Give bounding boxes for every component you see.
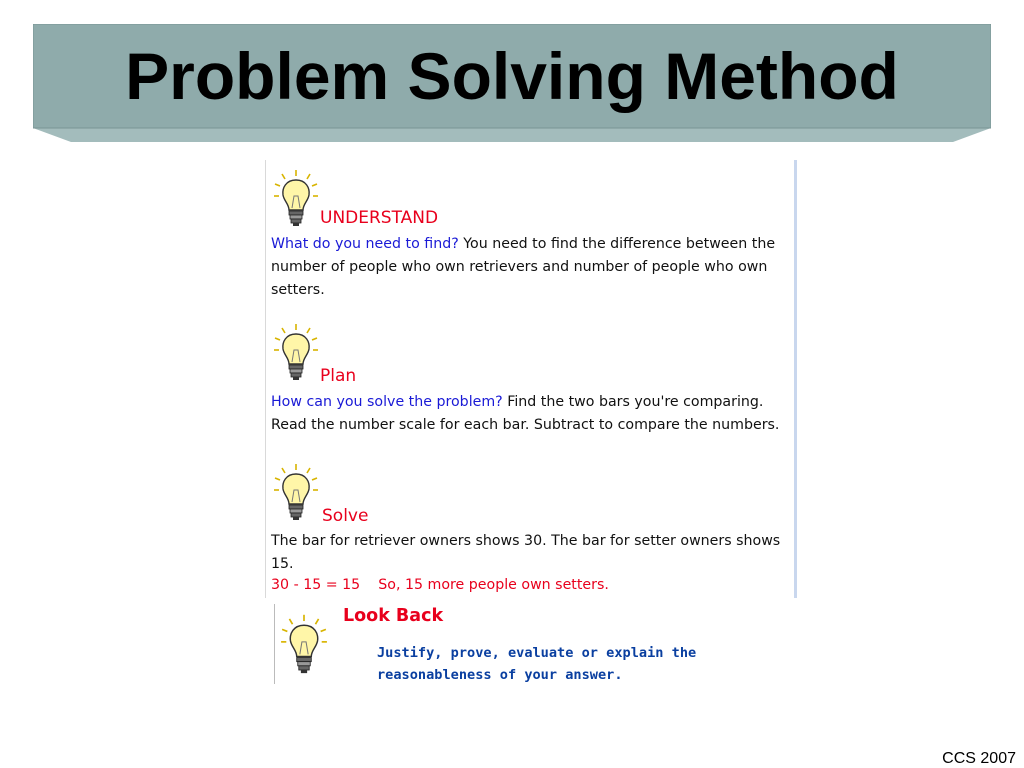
- page-title: Problem Solving Method: [125, 39, 899, 113]
- step-conclusion: So, 15 more people own setters.: [378, 577, 609, 593]
- step-equation-line: [271, 574, 791, 597]
- lightbulb-icon: [279, 612, 329, 678]
- lightbulb-icon: [272, 462, 320, 524]
- step-question-plan: How can you solve the problem?: [271, 394, 503, 410]
- step-title-plan: Plan: [320, 366, 357, 386]
- step-title-understand: UNDERSTAND: [320, 208, 439, 228]
- step-equation: 30 - 15 = 15: [271, 577, 361, 593]
- footer-credit: CCS 2007: [942, 750, 1016, 767]
- step-text-solve: The bar for retriever owners shows 30. The bar for setter owners shows 15.: [271, 533, 781, 572]
- step-title-solve: Solve: [322, 506, 369, 526]
- step-text-understand: [271, 233, 791, 302]
- title-banner: [33, 24, 991, 142]
- look-back-text: Justify, prove, evaluate or explain the reasonableness of your answer.: [377, 645, 697, 683]
- step-answer-plan: Find the two bars you're comparing. Read the number scale for each bar. Subtract to compare the numbers.: [271, 394, 780, 433]
- lightbulb-icon: [272, 322, 320, 384]
- look-back-title: Look Back: [343, 606, 444, 626]
- step-answer-understand: You need to find the difference between the number of people who own retrievers and number of people who own setters.: [271, 236, 776, 298]
- lightbulb-icon: [272, 168, 320, 230]
- steps-panel: [265, 160, 797, 598]
- look-back-panel: [274, 604, 715, 684]
- step-text-plan: [271, 391, 791, 437]
- step-question-understand: What do you need to find?: [271, 236, 459, 252]
